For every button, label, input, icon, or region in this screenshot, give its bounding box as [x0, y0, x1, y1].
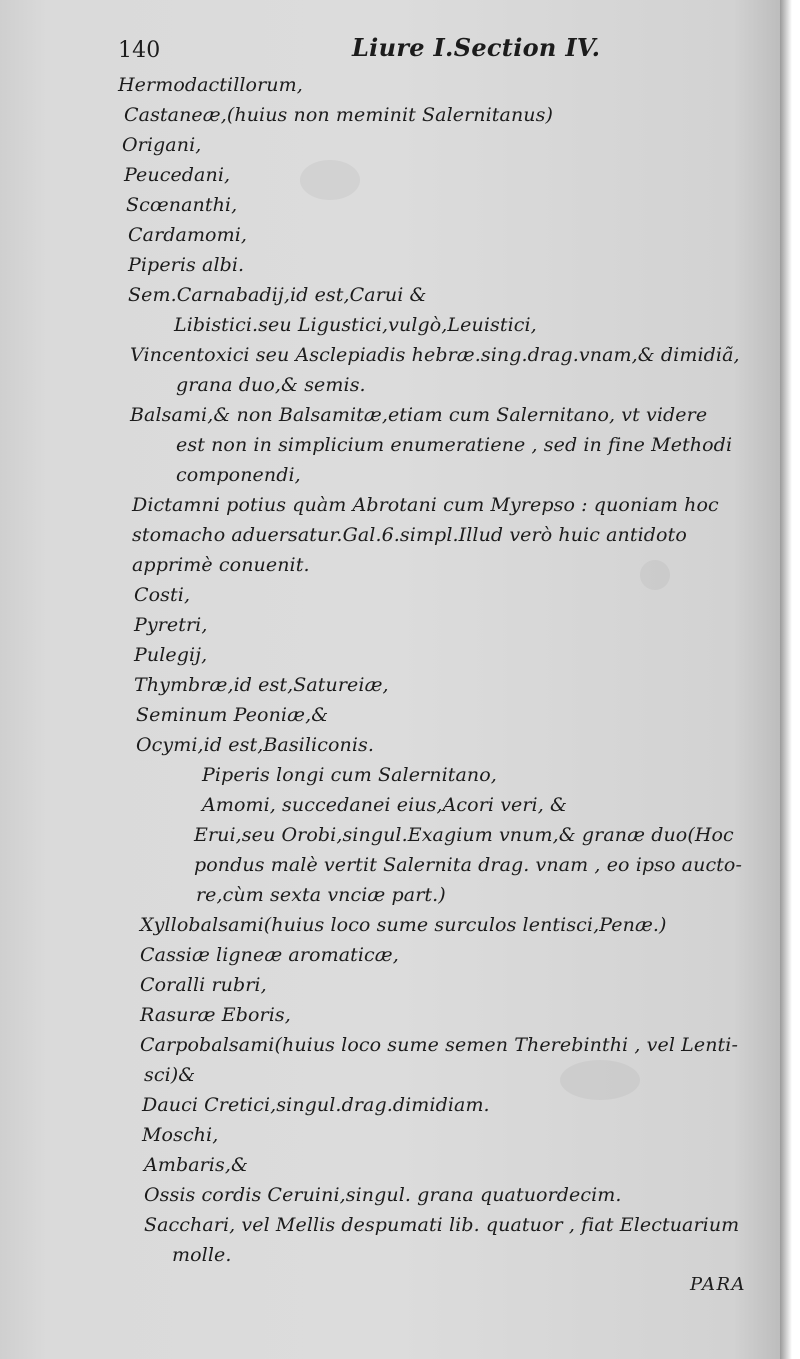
text-line: Cardamomi,: [128, 224, 248, 246]
text-line: sci)&: [144, 1064, 196, 1086]
text-line: Scœnanthi,: [126, 194, 238, 216]
text-line: Amomi, succedanei eius,Acori veri, &: [202, 794, 568, 816]
text-line: grana duo,& semis.: [176, 374, 366, 396]
page-number: 140: [118, 38, 161, 63]
running-title: Liure I.Section IV.: [352, 33, 601, 62]
text-line: Peucedani,: [124, 164, 231, 186]
text-line: Balsami,& non Balsamitæ,etiam cum Salernitano, vt videre: [130, 404, 708, 426]
text-line: apprimè conuenit.: [132, 554, 310, 576]
text-line: stomacho aduersatur.Gal.6.simpl.Illud verò huic antidoto: [132, 524, 687, 546]
text-line: molle.: [172, 1244, 232, 1266]
text-line: Erui,seu Orobi,singul.Exagium vnum,& granæ duo(Hoc: [194, 824, 734, 846]
text-line: pondus malè vertit Salernita drag. vnam , eo ipso aucto-: [194, 854, 742, 876]
text-line: Piperis albi.: [128, 254, 245, 276]
text-line: Costi,: [134, 584, 191, 606]
text-line: Libistici.seu Ligustici,vulgò,Leuistici,: [174, 314, 537, 336]
text-line: Origani,: [122, 134, 202, 156]
text-line: est non in simplicium enumeratiene , sed in fine Methodi: [176, 434, 733, 456]
text-line: Castaneæ,(huius non meminit Salernitanus): [124, 104, 554, 126]
text-line: Pulegij,: [134, 644, 208, 666]
text-line: Sacchari, vel Mellis despumati lib. quatuor , fiat Electuarium: [144, 1214, 740, 1236]
text-line: Carpobalsami(huius loco sume semen Therebinthi , vel Lenti-: [140, 1034, 738, 1056]
text-line: Dauci Cretici,singul.drag.dimidiam.: [142, 1094, 490, 1116]
text-line: Moschi,: [142, 1124, 219, 1146]
text-line: Pyretri,: [134, 614, 208, 636]
text-line: Rasuræ Eboris,: [140, 1004, 291, 1026]
text-line: Thymbræ,id est,Satureiæ,: [134, 674, 389, 696]
text-line: re,cùm sexta vnciæ part.): [196, 884, 446, 906]
text-line: Dictamni potius quàm Abrotani cum Myrepso : quoniam hoc: [132, 494, 719, 516]
text-line: Ambaris,&: [144, 1154, 248, 1176]
text-line: Xyllobalsami(huius loco sume surculos lentisci,Penæ.): [140, 914, 667, 936]
text-line: Sem.Carnabadij,id est,Carui &: [128, 284, 427, 306]
text-line: Piperis longi cum Salernitano,: [202, 764, 497, 786]
text-line: Hermodactillorum,: [118, 74, 303, 96]
text-line: componendi,: [176, 464, 301, 486]
text-line: Cassiæ ligneæ aromaticæ,: [140, 944, 399, 966]
page-edge: [780, 0, 800, 1359]
text-line: Coralli rubri,: [140, 974, 267, 996]
text-line: Vincentoxici seu Asclepiadis hebræ.sing.drag.vnam,& dimidiã,: [130, 344, 740, 366]
text-line: Ossis cordis Ceruini,singul. grana quatuordecim.: [144, 1184, 622, 1206]
text-line: Ocymi,id est,Basiliconis.: [136, 734, 374, 756]
text-line: Seminum Peoniæ,&: [136, 704, 329, 726]
catchword: PARA: [690, 1274, 747, 1295]
